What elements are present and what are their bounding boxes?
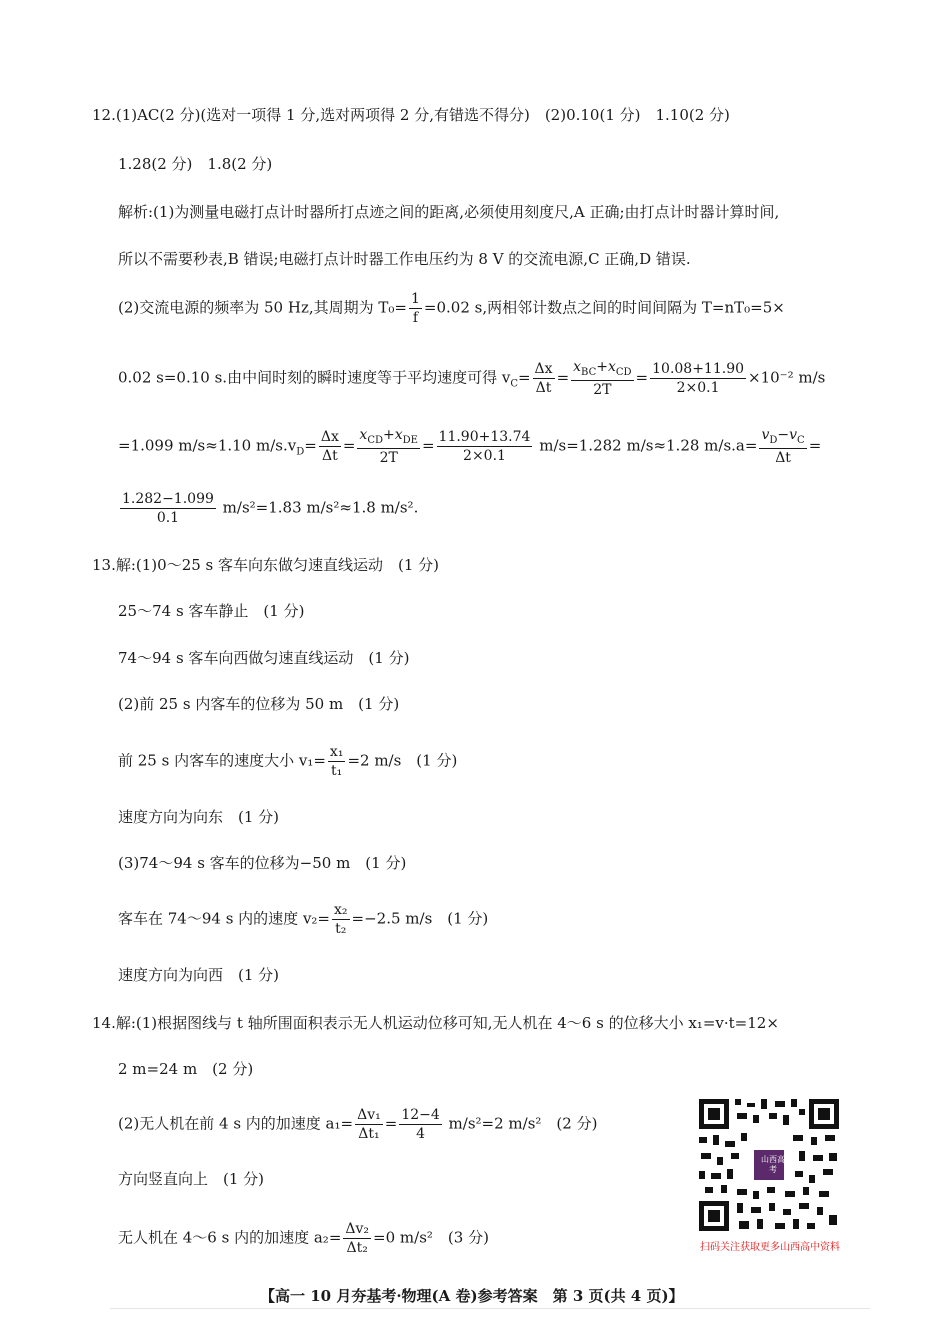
- q13-v1-fraction: [328, 745, 346, 778]
- q12-line-2: 1.28(2 分) 1.8(2 分): [118, 155, 273, 173]
- frac-num: Δv₁: [357, 1107, 381, 1123]
- qr-center-label: 山西高考: [761, 1155, 785, 1174]
- vd-subscript: D: [296, 446, 305, 458]
- q13-line-5: [118, 745, 457, 778]
- q12-analysis-line-5: =1.099 m/s≈1.10 $m/s.v_D=$ $\frac{\Delta x}{\Delta t}$ = $\frac{x_{CD}+x_{DE}}{2T}$ = $\frac{11.90+13.74}{2\times 0.1}$ m/s=1.282 m/s≈1.28 m/s.a= $\frac{v_D-v_C}{\Delta t}$ =: [118, 427, 822, 466]
- qr-caption: 扫码关注获取更多山西高中资料: [700, 1242, 840, 1253]
- q13-line-2: 25～74 s 客车静止 (1 分): [118, 602, 305, 620]
- frac-den: 2T: [379, 449, 398, 466]
- page-footer: 【高一 10 月夯基考·物理(A 卷)参考答案 第 3 页(共 4 页)】: [260, 1287, 684, 1305]
- q13-l8-text-b: =−2.5 m/s (1 分): [351, 909, 489, 928]
- frac-num: x₁: [329, 744, 344, 760]
- q12-analysis-line-4: 0.02 s=0.10 s.由中间时刻的瞬时速度等于平均速度可得 $v_C=$ $\frac{\Delta x}{\Delta t}$ = $\frac{x_{BC}+x_{CD}}{2T}$ = $\frac{10.08+11.90}{2\times 0.1}$ ×10⁻² m/s: [118, 359, 826, 398]
- frac-den: Δt₁: [358, 1126, 380, 1142]
- frac-num: Δv₂: [345, 1221, 370, 1237]
- frac-den: t₁: [331, 763, 343, 779]
- q14-a1-fraction-1: [355, 1108, 383, 1141]
- q12-analysis-line-6: [118, 492, 418, 525]
- frac-num: $v_D-v_C$: [759, 428, 806, 449]
- frac-den: 2×0.1: [463, 447, 506, 464]
- period-fraction: [409, 292, 422, 325]
- accel-value-fraction: [120, 492, 216, 525]
- q12-l6-text-c: ×10⁻² m/s: [748, 368, 826, 387]
- frac-num: Δx: [534, 360, 553, 377]
- q13-l8-text-a: 客车在 74～94 s 内的速度 v₂=: [118, 909, 331, 928]
- q14-line-2: 2 m=24 m (2 分): [118, 1060, 254, 1078]
- q12-analysis-line-2: 所以不需要秒表,B 错误;电磁打点计时器工作电压约为 8 V 的交流电源,C 正确,D 错误.: [118, 250, 691, 268]
- q13-l5-text-a: 前 25 s 内客车的速度大小 v₁=: [118, 751, 326, 770]
- q14-l3-text-a: (2)无人机在前 4 s 内的加速度 a₁=: [118, 1114, 354, 1133]
- frac-den: Δt: [321, 447, 338, 464]
- frac-num: 12−4: [401, 1107, 440, 1123]
- frac-den: t₂: [335, 921, 347, 937]
- frac-num: 11.90+13.74: [438, 428, 531, 445]
- frac-den: 2×0.1: [676, 379, 720, 396]
- q12-l5-text-a: (2)交流电源的频率为 50 Hz,其周期为 T₀=: [118, 298, 407, 317]
- frac-den: Δt: [775, 449, 791, 466]
- q12-analysis-line-3: [118, 292, 785, 325]
- q13-line-8: [118, 903, 488, 936]
- frac-num: Δx: [320, 428, 339, 445]
- q13-v2-fraction: [332, 903, 350, 936]
- frac-den: 4: [416, 1126, 425, 1142]
- frac-den: Δt₂: [346, 1240, 368, 1256]
- frac-num: $x_{BC}+x_{CD}$: [571, 360, 633, 381]
- vc-fraction-3: [650, 362, 746, 395]
- vd-fraction-3: [437, 430, 533, 463]
- q14-line-5: [118, 1222, 489, 1255]
- frac-den: 2T: [593, 381, 612, 398]
- q12-l7-text-a: =1.099 m/s≈1.10 m/s.v: [118, 436, 297, 455]
- frac-den: Δt: [535, 379, 552, 396]
- q14-line-4: 方向竖直向上 (1 分): [118, 1170, 265, 1188]
- vc-fraction-1: [533, 362, 555, 395]
- q12-l8-text-b: m/s²=1.83 m/s²≈1.8 m/s².: [222, 498, 419, 517]
- frac-num: 1: [410, 291, 420, 307]
- frac-num: $x_{CD}+x_{DE}$: [357, 428, 420, 449]
- q13-line-7: (3)74～94 s 客车的位移为−50 m (1 分): [118, 854, 407, 872]
- q12-l6-text-a: 0.02 s=0.10 s.由中间时刻的瞬时速度等于平均速度可得 v: [118, 368, 511, 387]
- frac-den: f: [412, 310, 419, 326]
- q14-line-1: 14.解:(1)根据图线与 t 轴所围面积表示无人机运动位移可知,无人机在 4～6 s 的位移大小 x₁=v·t=12×: [92, 1014, 779, 1032]
- frac-num: x₂: [334, 902, 348, 918]
- q14-line-3: [118, 1108, 597, 1141]
- q13-line-1: 13.解:(1)0～25 s 客车向东做匀速直线运动 (1 分): [92, 556, 440, 574]
- q14-l5-text-a: 无人机在 4～6 s 内的加速度 a₂=: [118, 1228, 342, 1247]
- q13-line-6: 速度方向为向东 (1 分): [118, 808, 280, 826]
- vd-fraction-2: [357, 428, 420, 465]
- vc-subscript: C: [510, 378, 518, 390]
- frac-num: 1.282−1.099: [122, 491, 214, 507]
- q12-line-1: 12.(1)AC(2 分)(选对一项得 1 分,选对两项得 2 分,有错选不得分) (2)0.10(1 分) 1.10(2 分): [92, 106, 730, 124]
- q14-a1-fraction-2: [399, 1108, 441, 1141]
- footer-divider: [110, 1308, 870, 1309]
- q14-a2-fraction: [343, 1222, 371, 1255]
- q12-l5-text-b: =0.02 s,两相邻计数点之间的时间间隔为 T=nT₀=5×: [423, 298, 785, 317]
- equals: =: [384, 1114, 398, 1133]
- x-var: x: [573, 359, 582, 375]
- equals: =: [517, 368, 531, 387]
- q12-l7-text-b: m/s=1.282 m/s≈1.28 m/s.a=: [539, 436, 758, 455]
- q14-l5-text-b: =0 m/s² (3 分): [373, 1228, 489, 1247]
- q13-l5-text-b: =2 m/s (1 分): [347, 751, 458, 770]
- vc-fraction-2: [571, 360, 633, 397]
- q14-l3-text-c: m/s²=2 m/s² (2 分): [448, 1114, 598, 1133]
- q13-line-3: 74～94 s 客车向西做匀速直线运动 (1 分): [118, 649, 410, 667]
- accel-fraction: [759, 428, 806, 465]
- q12-analysis-line-1: 解析:(1)为测量电磁打点计时器所打点迹之间的距离,必须使用刻度尺,A 正确;由打点计时器计算时间,: [118, 203, 780, 221]
- vd-fraction-1: [319, 430, 341, 463]
- frac-den: 0.1: [156, 510, 180, 526]
- frac-num: 10.08+11.90: [652, 360, 745, 377]
- q13-line-4: (2)前 25 s 内客车的位移为 50 m (1 分): [118, 695, 400, 713]
- q13-line-9: 速度方向为向西 (1 分): [118, 966, 280, 984]
